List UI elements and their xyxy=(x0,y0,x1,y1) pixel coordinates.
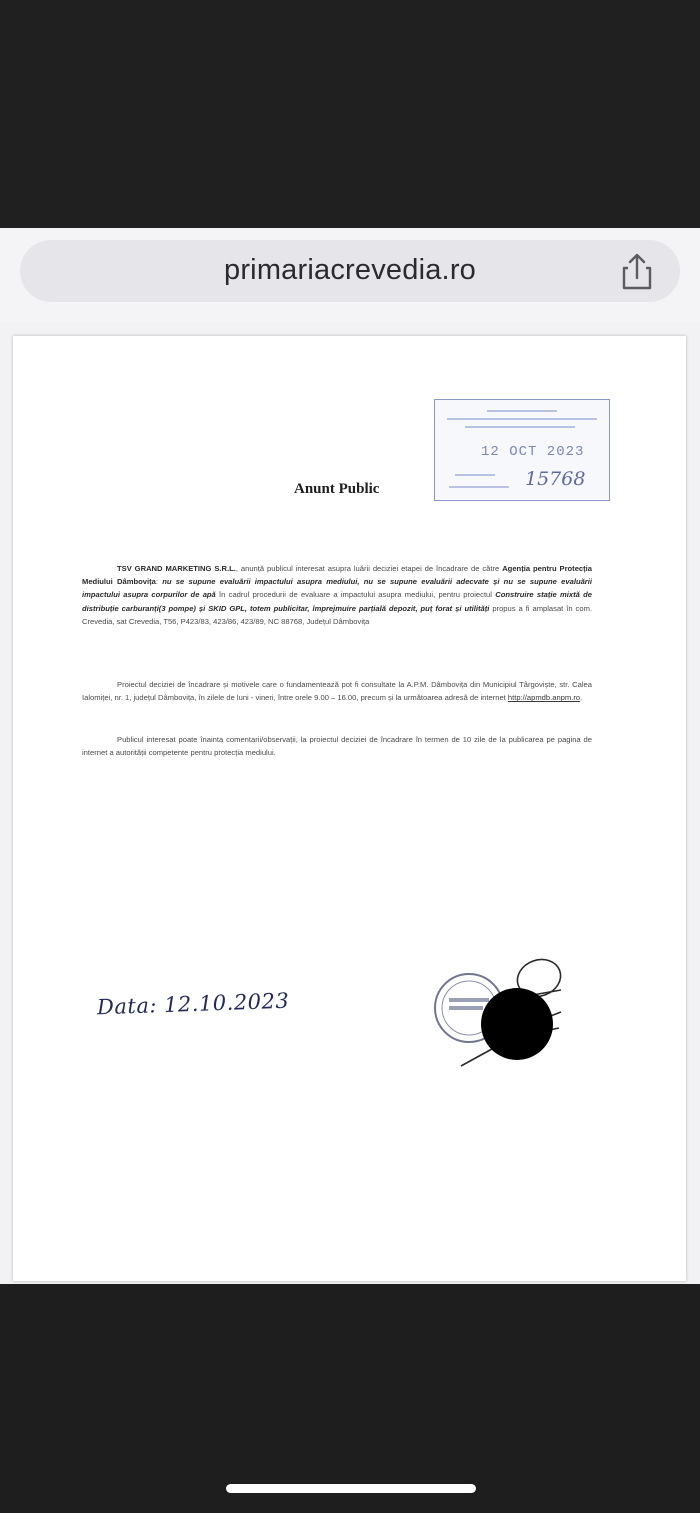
home-indicator[interactable] xyxy=(226,1484,476,1493)
top-dark-area xyxy=(0,0,700,228)
company-name: TSV GRAND MARKETING S.R.L. xyxy=(117,564,236,573)
paragraph-comments xyxy=(82,733,592,759)
paragraph-text: Publicul interesat poate înainta comentarii/observații, la proiectul deciziei de încadrare în termen de 10 zile de la publicarea pe pagina de internet a autorității competente pentru protecția mediului. xyxy=(82,735,592,758)
paragraph-text: , anunță publicul interesat asupra luării deciziei etapei de încadrare de către xyxy=(235,564,503,573)
paragraph-text: . xyxy=(580,693,583,703)
paragraph-text: propus a fi amplasat în com. Crevedia, sat Crevedia, T56, P423/83, 423/86, 423/89, NC 88768, Județul Dâmbovița xyxy=(82,603,593,626)
document-title: Anunt Public xyxy=(294,481,380,497)
agency-website-link[interactable]: http://apmdb.anpm.ro xyxy=(507,693,581,703)
share-icon[interactable] xyxy=(618,252,656,292)
agency-name: Agenția pentru Protecția Mediului Dâmbovița xyxy=(82,564,592,587)
document-page xyxy=(13,336,686,1281)
browser-address-bar xyxy=(0,228,700,323)
registration-stamp xyxy=(434,399,610,501)
bottom-dark-area xyxy=(0,1284,700,1513)
project-name: Construire stație mixtă de distribuție carburanți(3 pompe) și SKID GPL, totem publicitar, împrejmuire parțială depozit, puț forat și utilități xyxy=(82,590,592,613)
stamp-date: 12 OCT 2023 xyxy=(481,444,585,460)
paragraph-consultation xyxy=(82,678,592,704)
decision-text: nu se supune evaluării impactului asupra mediului, nu se supune evaluării adecvate și nu se supune evaluării impactului asupra corpurilor de apă xyxy=(82,577,592,600)
paragraph-text: Proiectul deciziei de încadrare și motivele care o fundamentează pot fi consultate la A.P.M. Dâmbovița din Municipiul Târgoviște, str. Calea Ialomiței, nr. 1, județul Dâmbovița, în zilele de luni - vineri, între orele 9.00 – 16.00, precum și la următoarea adresă de internet xyxy=(82,680,592,703)
stamp-number: 15768 xyxy=(525,468,586,490)
url-field[interactable] xyxy=(20,240,680,302)
document-viewer[interactable] xyxy=(0,322,700,1284)
paragraph-text: în cadrul procedurii de evaluare a impactului asupra mediului, pentru proiectul xyxy=(215,590,496,600)
handwritten-date: Data: 12.10.2023 xyxy=(96,988,290,1020)
paragraph-text: : xyxy=(155,577,163,587)
url-text: primariacrevedia.ro xyxy=(224,254,476,286)
paragraph-announcement xyxy=(82,562,592,628)
company-seal xyxy=(431,956,571,1076)
